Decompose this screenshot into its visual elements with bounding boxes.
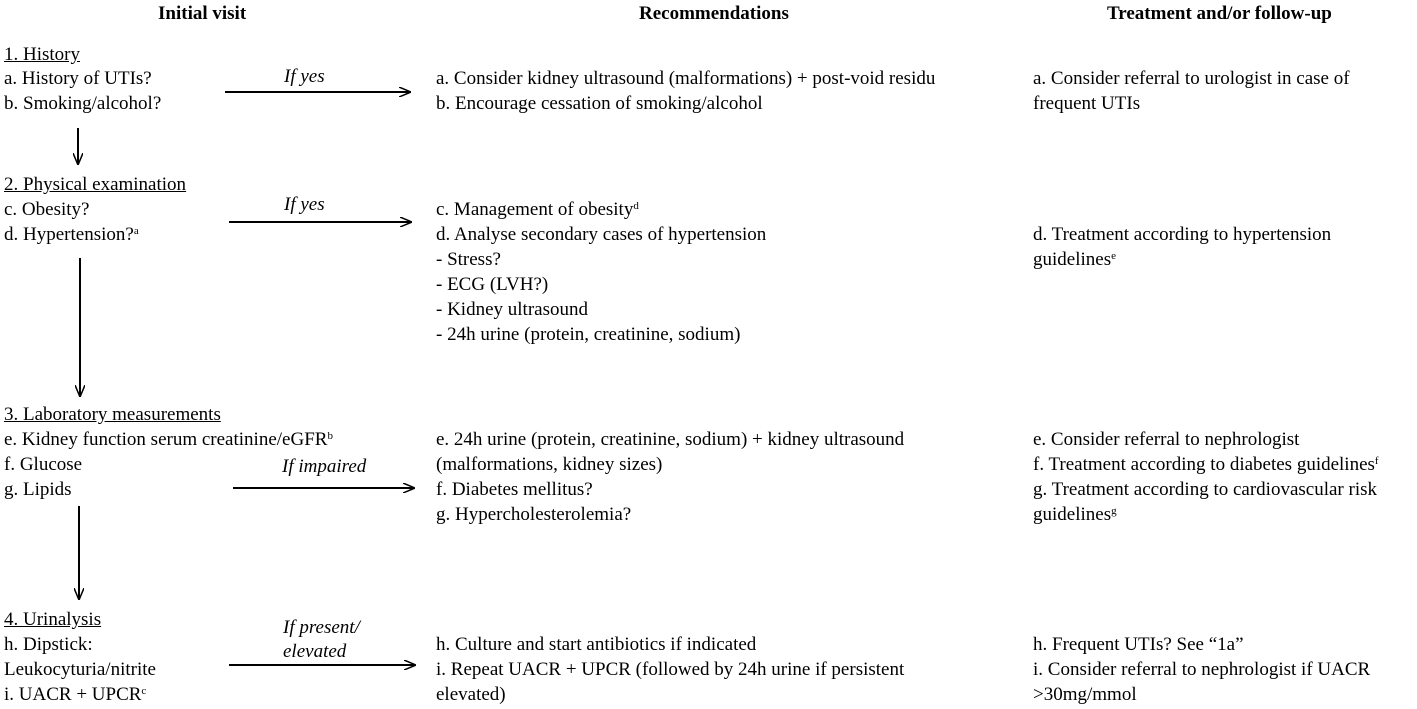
physical-arrow-label: If yes	[284, 194, 325, 215]
history-title: 1. History	[4, 44, 80, 65]
history-item-b: b. Smoking/alcohol?	[4, 93, 162, 114]
urinalysis-rec-i-line1: i. Repeat UACR + UPCR (followed by 24h urine if persistent	[436, 659, 905, 680]
physical-title: 2. Physical examination	[4, 174, 187, 195]
lab-rec-e-line2: (malformations, kidney sizes)	[436, 454, 663, 475]
urinalysis-treat-h: h. Frequent UTIs? See “1a”	[1033, 634, 1244, 655]
lab-treat-g-line1: g. Treatment according to cardiovascular risk	[1033, 479, 1378, 500]
urinalysis-arrow-label-line2: elevated	[283, 641, 347, 662]
physical-rec-d-item: - Stress?	[436, 249, 501, 270]
header-initial-visit: Initial visit	[158, 3, 247, 24]
history-treat-a-line2: frequent UTIs	[1033, 93, 1141, 114]
physical-rec-d-item: - ECG (LVH?)	[436, 274, 549, 295]
urinalysis-rec-h: h. Culture and start antibiotics if indicated	[436, 634, 757, 655]
physical-item-c: c. Obesity?	[4, 199, 90, 220]
lab-title: 3. Laboratory measurements	[4, 404, 221, 425]
header-treatment: Treatment and/or follow-up	[1107, 3, 1332, 24]
lab-treat-f: f. Treatment according to diabetes guidelines$^f$	[1033, 454, 1379, 475]
history-item-a: a. History of UTIs?	[4, 68, 152, 89]
lab-treat-g-line2: guidelines$^g$	[1033, 504, 1117, 525]
lab-item-e: e. Kidney function serum creatinine/eGFR$^b$	[4, 429, 333, 450]
history-rec-a: a. Consider kidney ultrasound (malformations) + post-void residu	[436, 68, 936, 89]
history-rec-b: b. Encourage cessation of smoking/alcohol	[436, 93, 763, 114]
urinalysis-treat-i-line1: i. Consider referral to nephrologist if UACR	[1033, 659, 1371, 680]
urinalysis-item-i: i. UACR + $UPCR^c$	[4, 684, 147, 705]
lab-item-f: f. Glucose	[4, 454, 83, 475]
urinalysis-rec-i-line2: elevated)	[436, 684, 506, 705]
lab-rec-f: f. Diabetes mellitus?	[436, 479, 593, 500]
physical-rec-c: c. Management of obesity$^d$	[436, 199, 639, 220]
urinalysis-title: 4. Urinalysis	[4, 609, 102, 630]
urinalysis-item-h-line1: h. Dipstick:	[4, 634, 93, 655]
header-recommendations: Recommendations	[639, 3, 789, 24]
physical-treat-d-line2: guidelines$^e$	[1033, 249, 1116, 270]
history-treat-a-line1: a. Consider referral to urologist in case of	[1033, 68, 1350, 89]
physical-rec-d: d. Analyse secondary cases of hypertension	[436, 224, 767, 245]
urinalysis-treat-i-line2: >30mg/mmol	[1033, 684, 1137, 705]
physical-rec-d-item: - Kidney ultrasound	[436, 299, 588, 320]
urinalysis-arrow-label-line1: If present/	[283, 617, 360, 638]
physical-item-d: d. Hypertension?$^a$	[4, 224, 139, 245]
lab-arrow-label: If impaired	[282, 456, 367, 477]
history-arrow-label: If yes	[284, 66, 325, 87]
physical-rec-d-item: - 24h urine (protein, creatinine, sodium)	[436, 324, 741, 345]
urinalysis-item-h-line2: Leukocyturia/nitrite	[4, 659, 156, 680]
lab-rec-g: g. Hypercholesterolemia?	[436, 504, 632, 525]
physical-treat-d-line1: d. Treatment according to hypertension	[1033, 224, 1332, 245]
lab-item-g: g. Lipids	[4, 479, 72, 500]
lab-rec-e-line1: e. 24h urine (protein, creatinine, sodium) + kidney ultrasound	[436, 429, 905, 450]
lab-treat-e: e. Consider referral to nephrologist	[1033, 429, 1300, 450]
